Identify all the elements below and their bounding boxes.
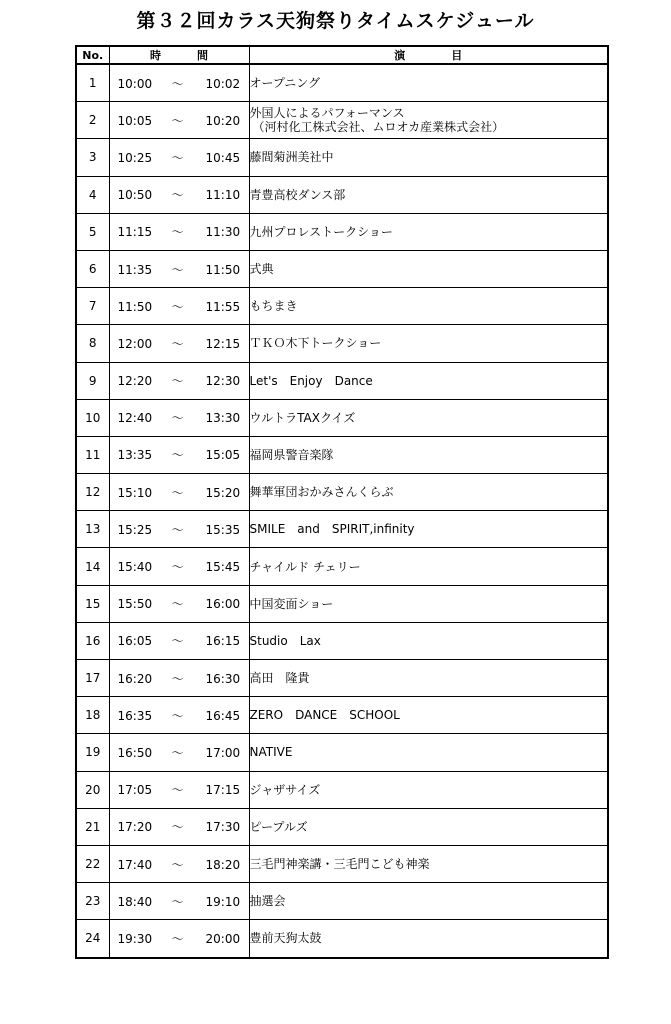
header-row xyxy=(76,46,608,64)
start-time: 10:25 xyxy=(117,150,153,165)
time-cell xyxy=(109,139,249,176)
table-row xyxy=(76,808,608,845)
program-title: ウルトラTAXクイズ xyxy=(249,410,356,425)
end-time: 10:45 xyxy=(205,150,241,165)
table-row xyxy=(76,622,608,659)
time-cell xyxy=(109,585,249,622)
table-row xyxy=(76,325,608,362)
program-cell xyxy=(249,399,608,436)
time-separator: ～ xyxy=(171,225,184,240)
program-title: 抽選会 xyxy=(249,894,286,909)
table-row xyxy=(76,288,608,325)
time-cell xyxy=(109,399,249,436)
program-cell xyxy=(249,176,608,213)
time-separator: ～ xyxy=(171,522,184,537)
time-cell xyxy=(109,845,249,882)
table-header xyxy=(76,46,608,64)
time-cell xyxy=(109,362,249,399)
time-separator: ～ xyxy=(171,783,184,798)
program-title: オープニング xyxy=(249,76,321,91)
time-separator: ～ xyxy=(171,485,184,500)
time-separator: ～ xyxy=(171,857,184,872)
time-cell xyxy=(109,548,249,585)
row-number: 24 xyxy=(76,920,109,958)
program-cell xyxy=(249,771,608,808)
time-cell xyxy=(109,213,249,250)
time-cell xyxy=(109,920,249,958)
end-time: 15:20 xyxy=(205,485,241,500)
time-separator: ～ xyxy=(171,336,184,351)
end-time: 17:30 xyxy=(205,820,241,835)
header-time-char-1: 時 xyxy=(150,49,161,62)
table-row xyxy=(76,399,608,436)
row-number: 5 xyxy=(76,213,109,250)
program-title: ピープルズ xyxy=(249,819,308,834)
row-number: 15 xyxy=(76,585,109,622)
start-time: 16:20 xyxy=(117,671,153,686)
end-time: 16:00 xyxy=(205,597,241,612)
table-body xyxy=(76,64,608,958)
program-cell xyxy=(249,622,608,659)
row-number: 23 xyxy=(76,883,109,920)
program-cell xyxy=(249,213,608,250)
program-title: 藤間菊洲美社中 xyxy=(249,150,334,165)
time-cell xyxy=(109,883,249,920)
table-row xyxy=(76,920,608,958)
start-time: 15:10 xyxy=(117,485,153,500)
end-time: 11:50 xyxy=(205,262,241,277)
start-time: 15:50 xyxy=(117,597,153,612)
table-row xyxy=(76,436,608,473)
row-number: 18 xyxy=(76,697,109,734)
start-time: 17:20 xyxy=(117,820,153,835)
end-time: 16:30 xyxy=(205,671,241,686)
program-cell xyxy=(249,920,608,958)
time-separator: ～ xyxy=(171,374,184,389)
header-program-char-2: 目 xyxy=(451,49,463,62)
row-number: 14 xyxy=(76,548,109,585)
time-separator: ～ xyxy=(171,262,184,277)
time-separator: ～ xyxy=(171,448,184,463)
table-row xyxy=(76,660,608,697)
end-time: 15:45 xyxy=(205,560,241,575)
row-number: 13 xyxy=(76,511,109,548)
start-time: 12:00 xyxy=(117,336,153,351)
program-title: 中国変面ショー xyxy=(249,596,334,611)
table-row xyxy=(76,697,608,734)
program-title: Studio Lax xyxy=(249,633,321,648)
row-number: 22 xyxy=(76,845,109,882)
header-time xyxy=(109,46,249,64)
program-cell xyxy=(249,883,608,920)
program-cell xyxy=(249,697,608,734)
program-title: 青豊高校ダンス部 xyxy=(249,187,346,202)
start-time: 15:40 xyxy=(117,560,153,575)
time-cell xyxy=(109,436,249,473)
program-title: Let's Enjoy Dance xyxy=(249,373,373,388)
time-separator: ～ xyxy=(171,894,184,909)
program-cell xyxy=(249,660,608,697)
time-cell xyxy=(109,102,249,139)
program-cell xyxy=(249,325,608,362)
program-title: 豊前天狗太鼓 xyxy=(249,931,322,946)
start-time: 11:35 xyxy=(117,262,153,277)
time-separator: ～ xyxy=(171,411,184,426)
row-number: 9 xyxy=(76,362,109,399)
program-cell xyxy=(249,474,608,511)
program-cell xyxy=(249,585,608,622)
table-row xyxy=(76,845,608,882)
program-title: ZERO DANCE SCHOOL xyxy=(249,708,400,723)
program-title: 式典 xyxy=(249,262,274,277)
header-time-char-2: 間 xyxy=(197,49,208,62)
table-row xyxy=(76,362,608,399)
row-number: 6 xyxy=(76,250,109,287)
time-separator: ～ xyxy=(171,113,184,128)
time-separator: ～ xyxy=(171,597,184,612)
time-separator: ～ xyxy=(171,76,184,91)
program-title: SMILE and SPIRIT,infinity xyxy=(249,522,415,537)
program-cell xyxy=(249,845,608,882)
end-time: 12:30 xyxy=(205,374,241,389)
start-time: 10:05 xyxy=(117,113,153,128)
start-time: 16:50 xyxy=(117,745,153,760)
table-row xyxy=(76,883,608,920)
start-time: 16:35 xyxy=(117,708,153,723)
program-cell xyxy=(249,102,608,139)
end-time: 12:15 xyxy=(205,336,241,351)
end-time: 15:35 xyxy=(205,522,241,537)
row-number: 8 xyxy=(76,325,109,362)
program-title: 福岡県警音楽隊 xyxy=(249,447,334,462)
time-separator: ～ xyxy=(171,931,184,946)
table-row xyxy=(76,511,608,548)
start-time: 11:15 xyxy=(117,225,153,240)
end-time: 17:00 xyxy=(205,745,241,760)
end-time: 11:30 xyxy=(205,225,241,240)
row-number: 1 xyxy=(76,64,109,102)
time-cell xyxy=(109,771,249,808)
row-number: 11 xyxy=(76,436,109,473)
row-number: 19 xyxy=(76,734,109,771)
table-row xyxy=(76,139,608,176)
program-title: もちまき xyxy=(249,299,298,314)
page-title: 第３２回カラス天狗祭りタイムスケジュール xyxy=(136,10,535,32)
program-title: ジャザサイズ xyxy=(249,782,321,797)
table-row xyxy=(76,474,608,511)
start-time: 17:05 xyxy=(117,783,153,798)
time-separator: ～ xyxy=(171,299,184,314)
table-row xyxy=(76,176,608,213)
time-cell xyxy=(109,288,249,325)
start-time: 18:40 xyxy=(117,894,153,909)
header-no: No. xyxy=(76,46,109,64)
time-separator: ～ xyxy=(171,634,184,649)
time-cell xyxy=(109,64,249,102)
row-number: 20 xyxy=(76,771,109,808)
header-program xyxy=(249,46,608,64)
end-time: 13:30 xyxy=(205,411,241,426)
time-cell xyxy=(109,660,249,697)
program-cell xyxy=(249,250,608,287)
end-time: 15:05 xyxy=(205,448,241,463)
time-separator: ～ xyxy=(171,188,184,203)
time-cell xyxy=(109,325,249,362)
program-cell xyxy=(249,362,608,399)
program-cell xyxy=(249,288,608,325)
end-time: 16:15 xyxy=(205,634,241,649)
end-time: 16:45 xyxy=(205,708,241,723)
program-title: NATIVE xyxy=(249,745,293,760)
program-title: 三毛門神楽講・三毛門こども神楽 xyxy=(249,857,430,872)
row-number: 2 xyxy=(76,102,109,139)
table-row xyxy=(76,213,608,250)
time-cell xyxy=(109,697,249,734)
row-number: 4 xyxy=(76,176,109,213)
end-time: 10:02 xyxy=(205,76,241,91)
program-cell xyxy=(249,139,608,176)
end-time: 11:55 xyxy=(205,299,241,314)
start-time: 10:50 xyxy=(117,188,153,203)
schedule-table xyxy=(75,45,609,959)
program-title: 九州プロレストークショー xyxy=(249,224,393,239)
start-time: 15:25 xyxy=(117,522,153,537)
program-title: 外国人によるパフォーマンス xyxy=(249,106,405,121)
table-row xyxy=(76,250,608,287)
program-cell xyxy=(249,808,608,845)
program-cell xyxy=(249,548,608,585)
start-time: 19:30 xyxy=(117,931,153,946)
time-cell xyxy=(109,474,249,511)
row-number: 3 xyxy=(76,139,109,176)
table-row xyxy=(76,102,608,139)
row-number: 17 xyxy=(76,660,109,697)
row-number: 16 xyxy=(76,622,109,659)
table-row xyxy=(76,64,608,102)
row-number: 12 xyxy=(76,474,109,511)
start-time: 12:40 xyxy=(117,411,153,426)
start-time: 16:05 xyxy=(117,634,153,649)
time-cell xyxy=(109,622,249,659)
end-time: 11:10 xyxy=(205,188,241,203)
table-row xyxy=(76,771,608,808)
time-cell xyxy=(109,734,249,771)
time-separator: ～ xyxy=(171,560,184,575)
table-row xyxy=(76,548,608,585)
table-row xyxy=(76,734,608,771)
start-time: 13:35 xyxy=(117,448,153,463)
program-cell xyxy=(249,511,608,548)
header-program-char-1: 演 xyxy=(394,49,406,62)
row-number: 21 xyxy=(76,808,109,845)
program-cell xyxy=(249,436,608,473)
end-time: 20:00 xyxy=(205,931,241,946)
program-cell xyxy=(249,734,608,771)
start-time: 10:00 xyxy=(117,76,153,91)
time-cell xyxy=(109,808,249,845)
row-number: 7 xyxy=(76,288,109,325)
start-time: 12:20 xyxy=(117,374,153,389)
end-time: 10:20 xyxy=(205,113,241,128)
time-separator: ～ xyxy=(171,671,184,686)
table-row xyxy=(76,585,608,622)
time-separator: ～ xyxy=(171,745,184,760)
time-cell xyxy=(109,250,249,287)
start-time: 11:50 xyxy=(117,299,153,314)
program-cell xyxy=(249,64,608,102)
time-separator: ～ xyxy=(171,708,184,723)
end-time: 19:10 xyxy=(205,894,241,909)
program-subtitle: （河村化工株式会社、ムロオカ産業株式会社） xyxy=(252,120,505,135)
end-time: 17:15 xyxy=(205,783,241,798)
start-time: 17:40 xyxy=(117,857,153,872)
program-title: 高田 隆貴 xyxy=(249,671,310,686)
program-title: ＴＫＯ木下トークショー xyxy=(249,336,382,351)
time-cell xyxy=(109,176,249,213)
row-number: 10 xyxy=(76,399,109,436)
time-separator: ～ xyxy=(171,150,184,165)
end-time: 18:20 xyxy=(205,857,241,872)
program-title: 舞華軍団おかみさんくらぶ xyxy=(249,485,394,500)
time-separator: ～ xyxy=(171,820,184,835)
time-cell xyxy=(109,511,249,548)
program-title: チャイルド チェリー xyxy=(249,559,361,574)
